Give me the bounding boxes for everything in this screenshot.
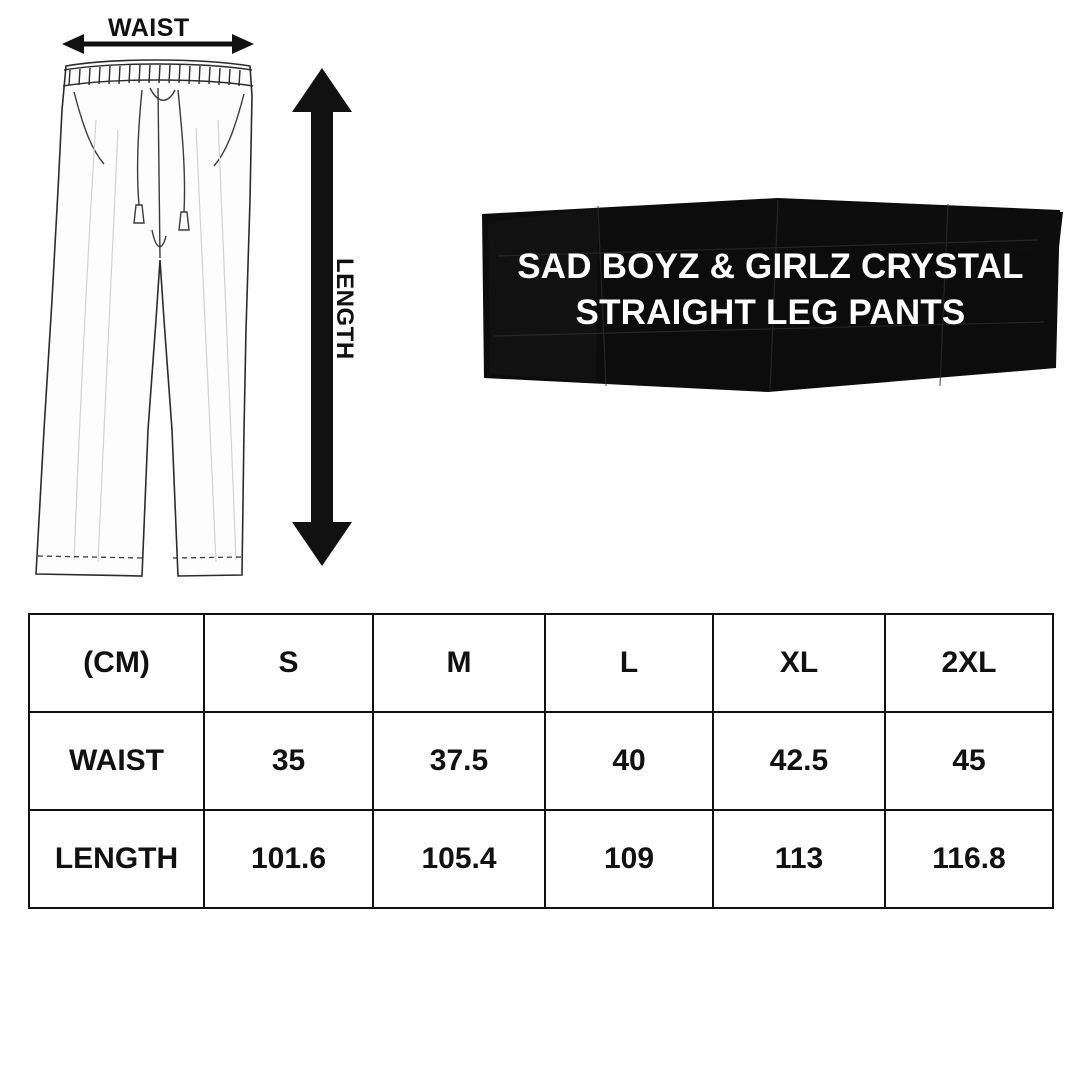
waist-xl-value: 42.5 <box>713 712 885 810</box>
table-row <box>29 712 1053 810</box>
row-label-length: LENGTH <box>29 810 204 908</box>
length-xl-value: 113 <box>713 810 885 908</box>
waist-dimension-label: WAIST <box>108 14 190 42</box>
length-m-value: 105.4 <box>373 810 545 908</box>
table-header-row <box>29 614 1053 712</box>
title-banner <box>478 196 1063 396</box>
size-header-xl: XL <box>713 614 885 712</box>
pants-outline <box>36 60 252 576</box>
waist-2xl-value: 45 <box>885 712 1053 810</box>
size-chart-table <box>28 613 1054 909</box>
table-row <box>29 810 1053 908</box>
row-label-waist: WAIST <box>29 712 204 810</box>
length-2xl-value: 116.8 <box>885 810 1053 908</box>
length-s-value: 101.6 <box>204 810 373 908</box>
size-header-m: M <box>373 614 545 712</box>
size-header-2xl: 2XL <box>885 614 1053 712</box>
size-header-s: S <box>204 614 373 712</box>
length-dimension-label: LENGTH <box>331 258 358 360</box>
waist-s-value: 35 <box>204 712 373 810</box>
length-l-value: 109 <box>545 810 713 908</box>
size-header-l: L <box>545 614 713 712</box>
garment-illustration-panel <box>0 0 470 600</box>
pants-technical-drawing <box>0 0 470 600</box>
banner-title-text: SAD BOYZ & GIRLZ CRYSTAL STRAIGHT LEG PANTS <box>517 247 1024 332</box>
unit-header-cell: (CM) <box>29 614 204 712</box>
waist-m-value: 37.5 <box>373 712 545 810</box>
waist-l-value: 40 <box>545 712 713 810</box>
